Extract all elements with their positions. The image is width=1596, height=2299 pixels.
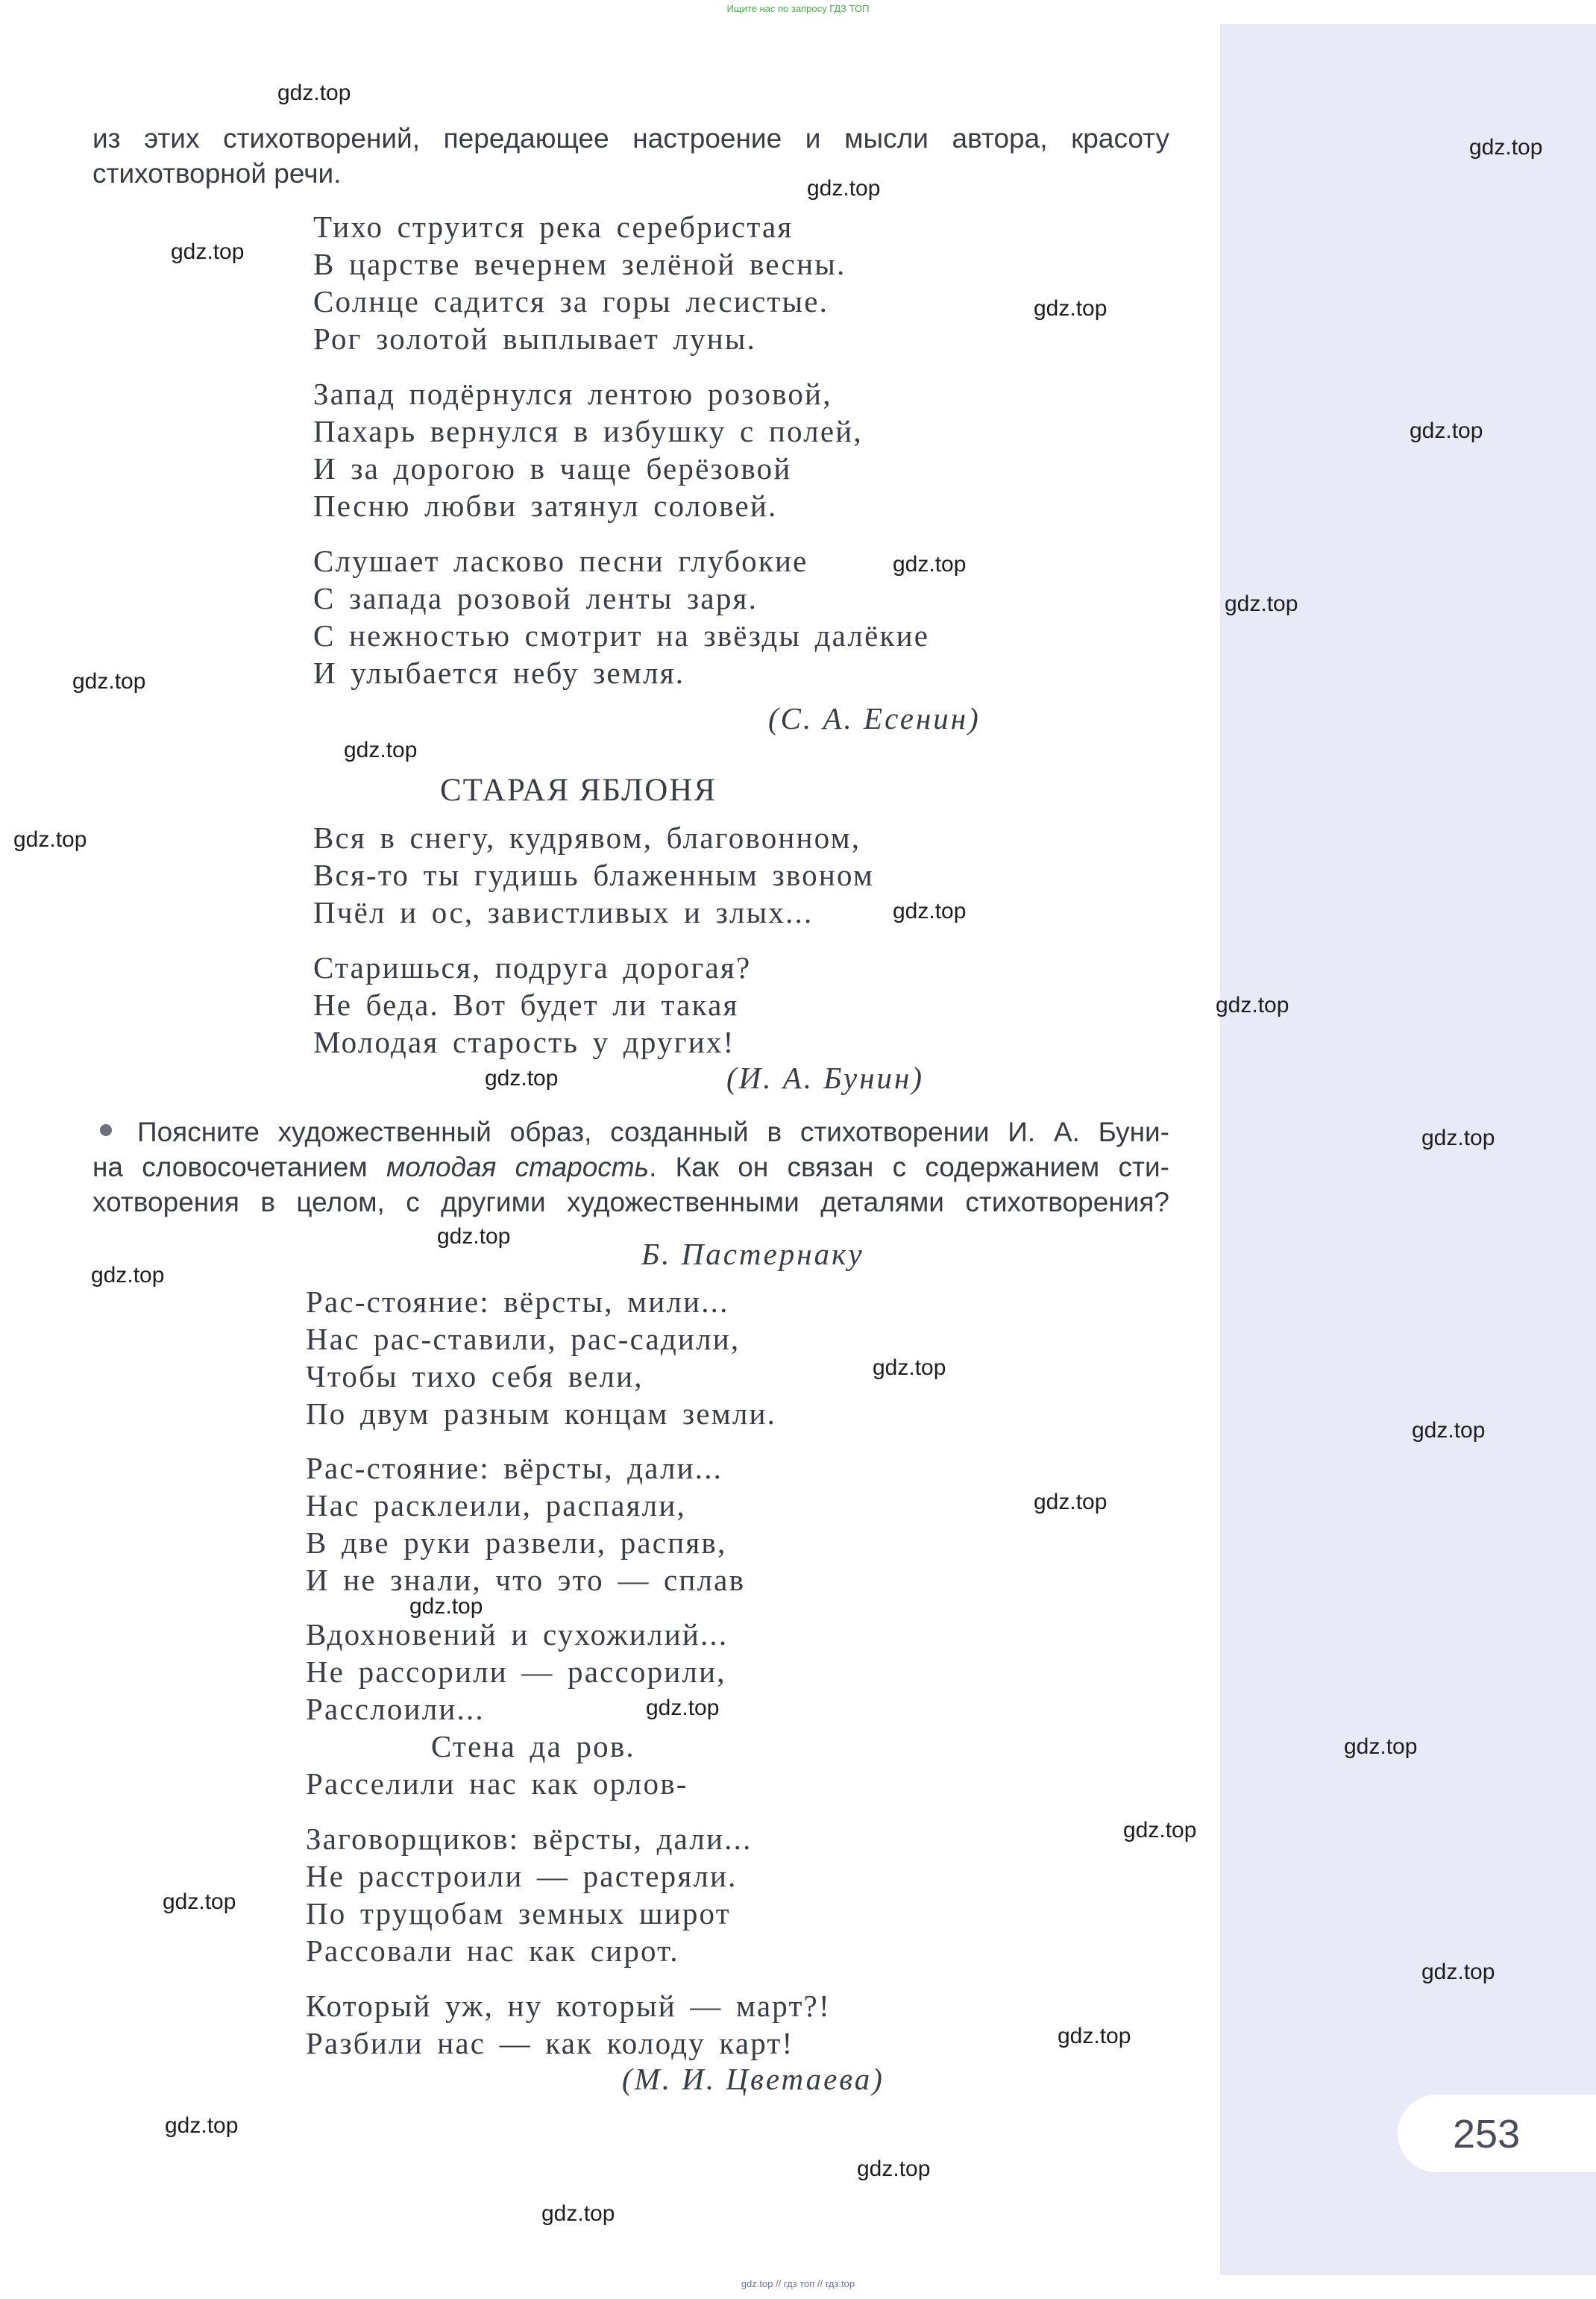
page-margin-sidebar bbox=[1220, 24, 1596, 2275]
watermark: gdz.top bbox=[1410, 418, 1483, 443]
watermark: gdz.top bbox=[277, 81, 351, 105]
poem2-line: Старишься, подруга дорогая? bbox=[313, 950, 752, 985]
watermark: gdz.top bbox=[893, 552, 967, 577]
poem2-line: Молодая старость у других! bbox=[313, 1025, 735, 1059]
header-hint: Ищите нас по запросу ГДЗ ТОП bbox=[726, 3, 870, 14]
poem3-line: По двум разным концам земли. bbox=[306, 1396, 777, 1431]
watermark: gdz.top bbox=[857, 2157, 931, 2181]
question-line-3: хотворения в целом, с другими художественными деталями стихотворения? bbox=[92, 1187, 1169, 1217]
watermark: gdz.top bbox=[485, 1066, 559, 1091]
poem3-line: Нас расклеили, распаяли, bbox=[306, 1488, 686, 1522]
watermark: gdz.top bbox=[1412, 1418, 1486, 1443]
poem2-line: Вся-то ты гудишь блаженным звоном bbox=[313, 858, 875, 892]
question-line-1: Поясните художественный образ, созданный в стихотворении И. А. Буни- bbox=[137, 1117, 1169, 1147]
poem1-line: С запада розовой ленты заря. bbox=[313, 581, 758, 615]
poem1-line: Солнце садится за горы лесистые. bbox=[313, 284, 829, 319]
poem2-title: СТАРАЯ ЯБЛОНЯ bbox=[440, 773, 717, 808]
watermark: gdz.top bbox=[1344, 1734, 1418, 1759]
bullet-icon bbox=[100, 1124, 112, 1136]
watermark: gdz.top bbox=[1421, 1126, 1495, 1150]
watermark: gdz.top bbox=[409, 1594, 483, 1619]
poem3-line: Рас-стояние: вёрсты, мили... bbox=[306, 1285, 729, 1319]
poem3-line: Стена да ров. bbox=[431, 1729, 635, 1763]
watermark: gdz.top bbox=[1225, 592, 1298, 616]
watermark: gdz.top bbox=[873, 1355, 946, 1380]
watermark: gdz.top bbox=[807, 176, 881, 201]
poem3-line: По трущобам земных широт bbox=[306, 1896, 731, 1931]
poem3-line: И не знали, что это — сплав bbox=[306, 1563, 746, 1597]
poem3-line: Заговорщиков: вёрсты, дали... bbox=[306, 1822, 753, 1856]
poem1-line: Слушает ласково песни глубокие bbox=[313, 544, 808, 578]
poem2-author: (И. А. Бунин) bbox=[726, 1061, 925, 1095]
poem2-line: Пчёл и ос, завистливых и злых... bbox=[313, 895, 814, 929]
intro-line-1: из этих стихотворений, передающее настроение и мысли автора, красоту bbox=[92, 123, 1169, 154]
watermark: gdz.top bbox=[893, 899, 967, 923]
poem3-line: Не рассорили — рассорили, bbox=[306, 1655, 726, 1689]
page-number: 253 bbox=[1453, 2112, 1521, 2157]
poem1-line: С нежностью смотрит на звёзды далёкие bbox=[313, 618, 930, 653]
watermark: gdz.top bbox=[1421, 1960, 1495, 1984]
watermark: gdz.top bbox=[541, 2201, 615, 2226]
poem1-line: И улыбается небу земля. bbox=[313, 656, 685, 690]
question-line-2: на словосочетанием молодая старость. Как он связан с содержанием сти- bbox=[92, 1152, 1169, 1182]
watermark: gdz.top bbox=[163, 1889, 236, 1914]
poem1-line: Песню любви затянул соловей. bbox=[313, 489, 778, 523]
poem3-line: Разбили нас — как колоду карт! bbox=[306, 2026, 794, 2060]
watermark: gdz.top bbox=[1034, 296, 1108, 321]
poem1-author: (С. А. Есенин) bbox=[768, 701, 981, 736]
watermark: gdz.top bbox=[13, 827, 87, 852]
poem1-line: Тихо струится река серебристая bbox=[313, 210, 794, 244]
poem3-line: Не расстроили — растеряли. bbox=[306, 1859, 738, 1893]
poem1-line: Пахарь вернулся в избушку с полей, bbox=[313, 414, 863, 448]
poem1-line: И за дорогою в чаще берёзовой bbox=[313, 451, 792, 486]
watermark: gdz.top bbox=[1216, 993, 1289, 1017]
watermark: gdz.top bbox=[1058, 2024, 1131, 2048]
poem3-author: (М. И. Цветаева) bbox=[622, 2062, 885, 2096]
watermark: gdz.top bbox=[72, 669, 146, 694]
poem2-line: Не беда. Вот будет ли такая bbox=[313, 988, 739, 1022]
footer-hint: gdz.top // гдз топ // гдз.top bbox=[741, 2278, 855, 2289]
watermark: gdz.top bbox=[165, 2113, 239, 2138]
poem3-line: Вдохновений и сухожилий... bbox=[306, 1617, 729, 1652]
watermark: gdz.top bbox=[1123, 1818, 1197, 1842]
poem3-line: Нас рас-ставили, рас-садили, bbox=[306, 1322, 741, 1356]
poem3-line: Расселили нас как орлов- bbox=[306, 1766, 688, 1801]
poem3-line: Расслоили... bbox=[306, 1692, 485, 1726]
poem1-line: В царстве вечернем зелёной весны. bbox=[313, 247, 846, 281]
watermark: gdz.top bbox=[171, 239, 245, 264]
watermark: gdz.top bbox=[91, 1263, 165, 1287]
watermark: gdz.top bbox=[646, 1696, 720, 1720]
question-italic-phrase: молодая старость bbox=[386, 1152, 650, 1182]
watermark: gdz.top bbox=[437, 1224, 511, 1249]
poem3-line: В две руки развели, распяв, bbox=[306, 1525, 727, 1560]
poem3-line: Который уж, ну который — март?! bbox=[306, 1989, 831, 2023]
poem1-line: Запад подёрнулся лентою розовой, bbox=[313, 377, 832, 411]
watermark: gdz.top bbox=[344, 738, 418, 762]
poem3-line: Чтобы тихо себя вели, bbox=[306, 1359, 644, 1393]
poem3-line: Рассовали нас как сирот. bbox=[306, 1933, 679, 1968]
poem1-line: Рог золотой выплывает луны. bbox=[313, 322, 757, 356]
watermark: gdz.top bbox=[1469, 135, 1543, 160]
poem2-line: Вся в снегу, кудрявом, благовонном, bbox=[313, 821, 861, 855]
poem3-line: Рас-стояние: вёрсты, дали... bbox=[306, 1451, 723, 1485]
poem3-dedication: Б. Пастернаку bbox=[641, 1237, 864, 1271]
watermark: gdz.top bbox=[1034, 1490, 1108, 1514]
intro-line-2: стихотворной речи. bbox=[92, 158, 342, 189]
